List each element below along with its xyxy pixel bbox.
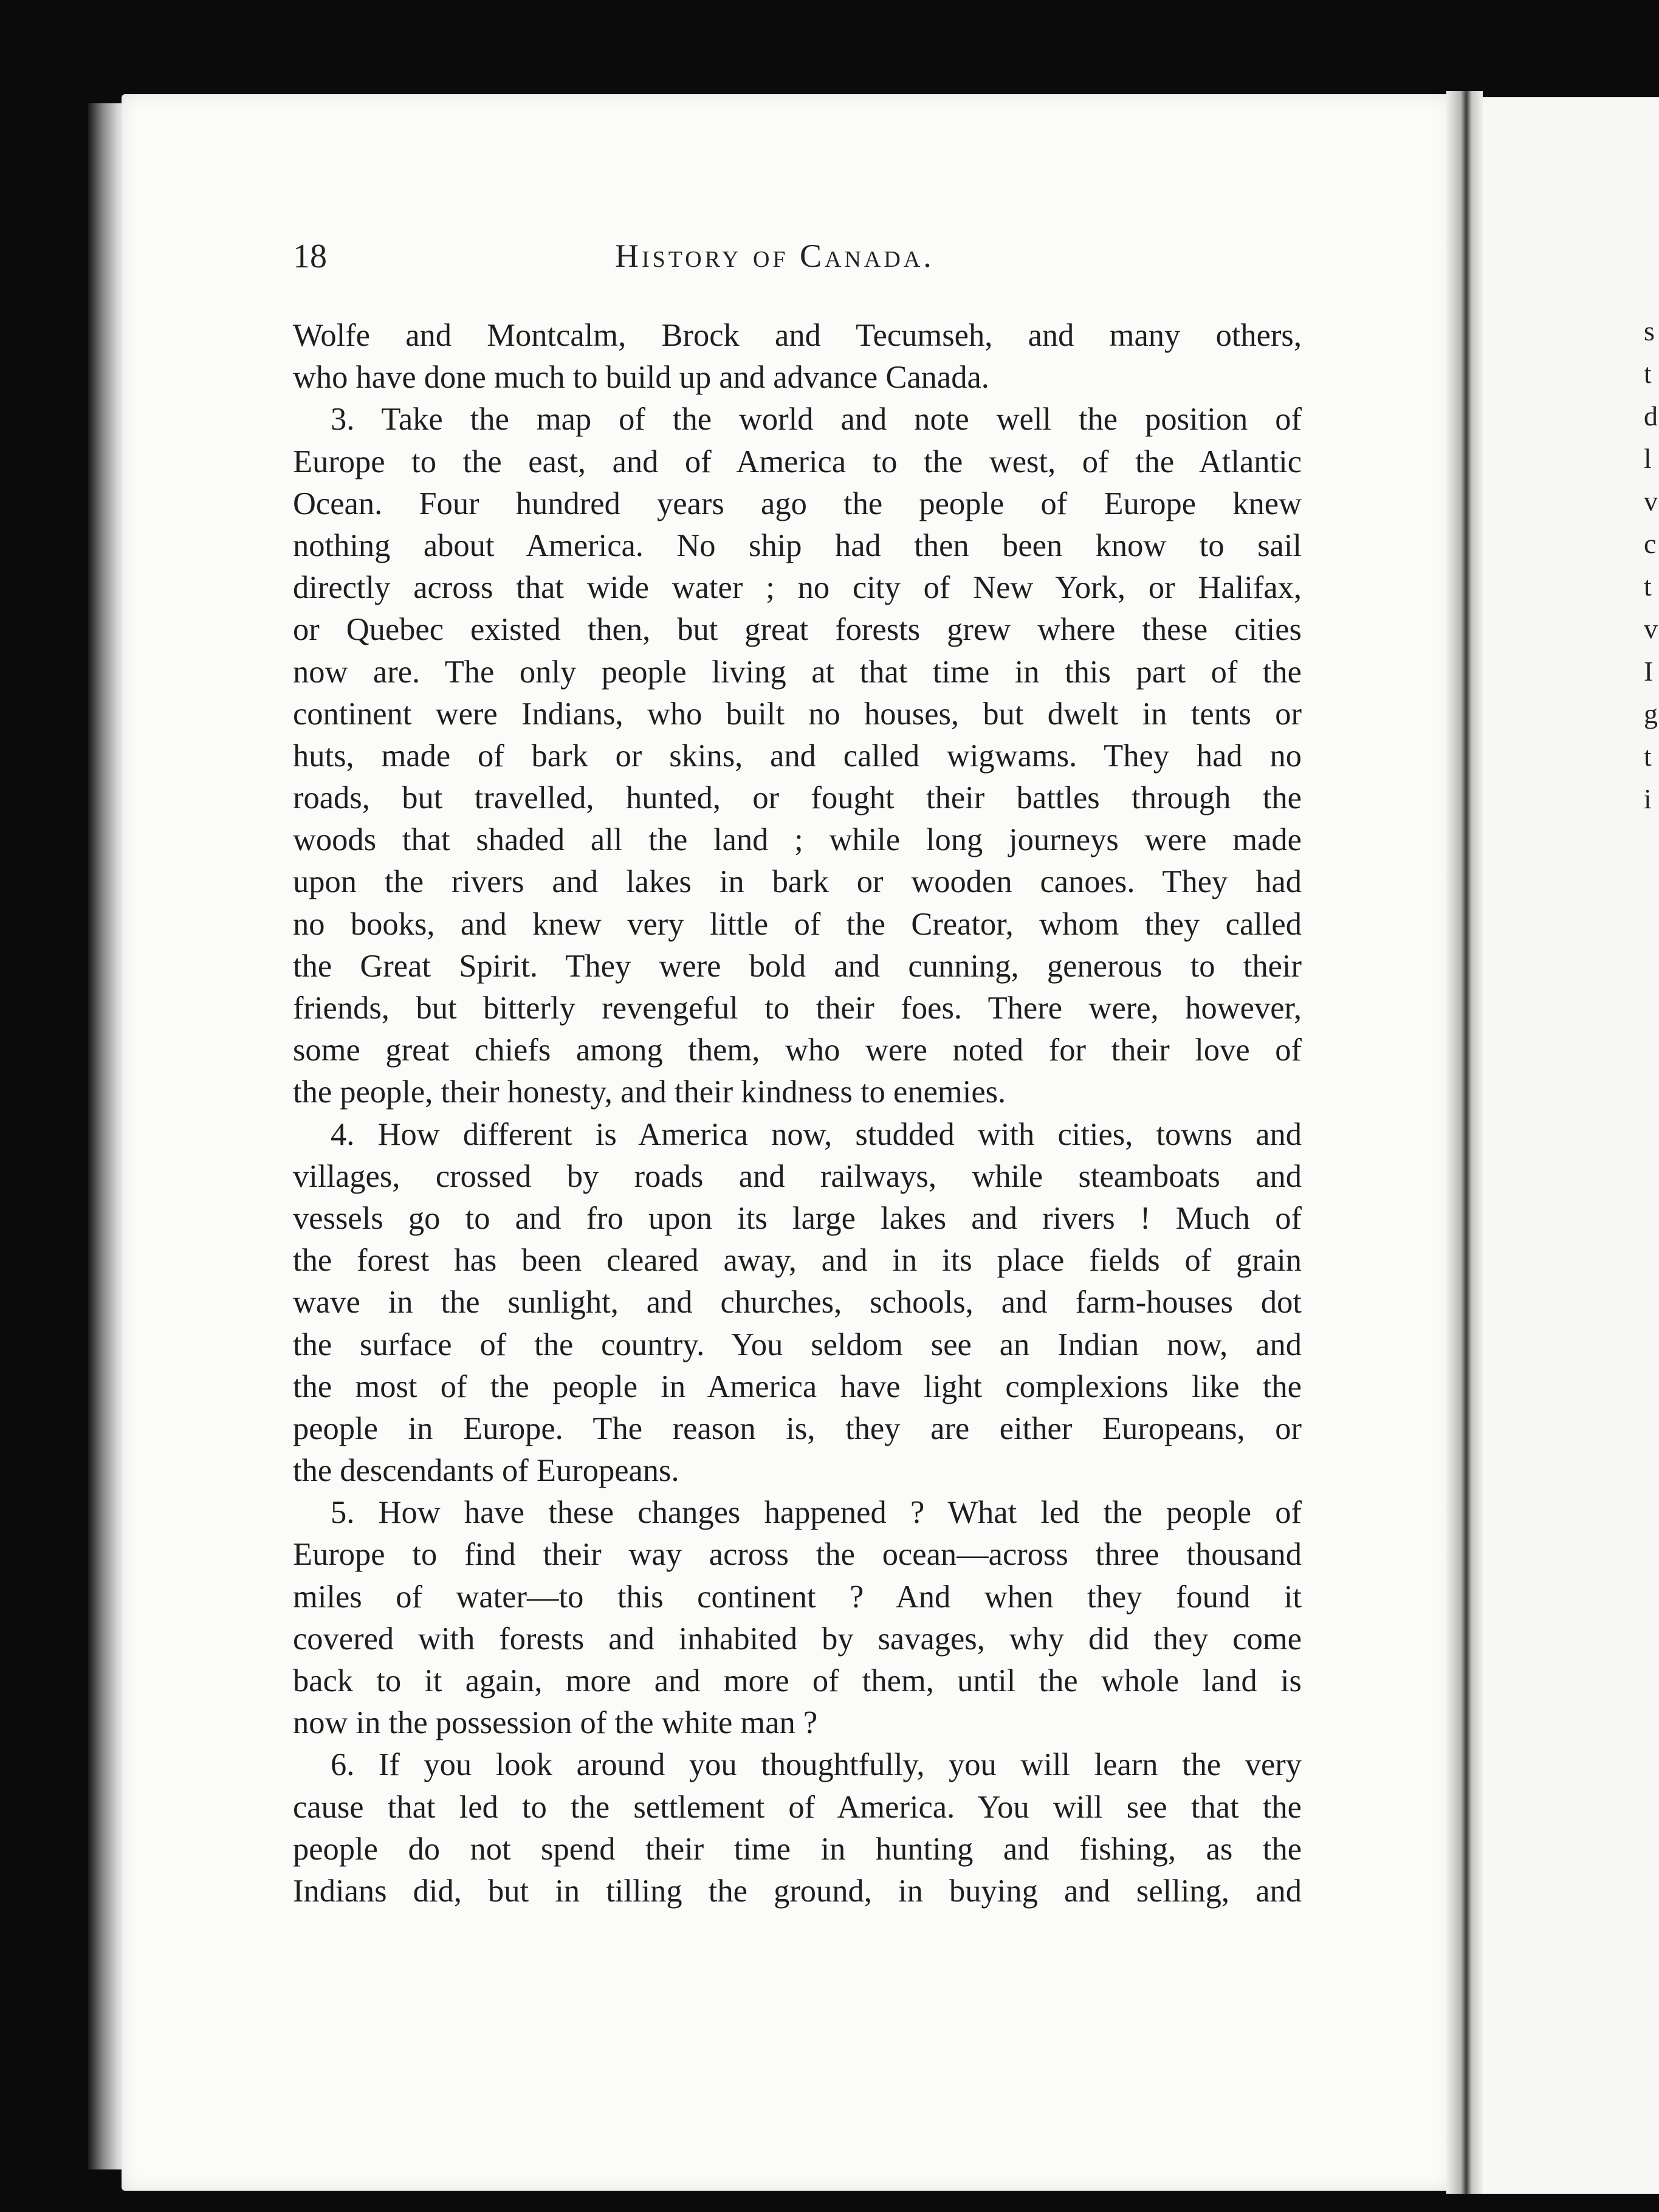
text-line: people in Europe. The reason is, they are either Europeans, or [293,1410,1302,1446]
text-line: 6. If you look around you thoughtfully, you will learn the very [331,1747,1302,1783]
facing-letter: s [1644,315,1655,346]
text-line: miles of water—to this continent ? And when they found it [293,1579,1302,1615]
text-line: continent were Indians, who built no houses, but dwelt in tents or [293,696,1302,732]
facing-letter: v [1644,486,1658,517]
text-line: the forest has been cleared away, and in its place fields of grain [293,1243,1302,1279]
text-line: upon the rivers and lakes in bark or wooden canoes. They had [293,864,1302,900]
body-text [293,315,1302,1912]
facing-letter: t [1644,571,1652,602]
text-line: wave in the sunlight, and churches, schools, and farm-houses dot [293,1285,1302,1321]
facing-letter: g [1644,698,1658,729]
text-line: people do not spend their time in hunting and fishing, as the [293,1831,1302,1867]
facing-letter: I [1644,656,1654,687]
text-line: 5. How have these changes happened ? What led the people of [331,1495,1302,1531]
text-line: now in the possession of the white man ? [293,1705,818,1741]
text-line: now are. The only people living at that time in this part of the [293,654,1302,690]
facing-letter: v [1644,613,1658,644]
facing-letter: d [1644,400,1658,431]
text-line: some great chiefs among them, who were noted for their love of [293,1032,1302,1068]
text-line: the most of the people in America have light complexions like the [293,1369,1302,1404]
text-line: the surface of the country. You seldom see an Indian now, and [293,1327,1302,1362]
text-line: the people, their honesty, and their kindness to enemies. [293,1074,1006,1110]
text-line: roads, but travelled, hunted, or fought their battles through the [293,780,1302,816]
facing-letter: c [1644,528,1657,559]
text-line: back to it again, more and more of them, until the whole land is [293,1663,1302,1698]
text-line: huts, made of bark or skins, and called wigwams. They had no [293,738,1302,774]
text-line: covered with forests and inhabited by savages, why did they come [293,1621,1302,1657]
running-title: History of Canada. [615,238,935,274]
text-line: the Great Spirit. They were bold and cunning, generous to their [293,948,1302,984]
facing-letter: l [1644,443,1652,474]
text-line: no books, and knew very little of the Creator, whom they called [293,906,1302,942]
text-line: vessels go to and fro upon its large lakes and rivers ! Much of [293,1200,1302,1236]
text-line: Indians did, but in tilling the ground, in buying and selling, and [293,1873,1302,1909]
text-line: Ocean. Four hundred years ago the people of Europe knew [293,486,1302,521]
text-line: Europe to the east, and of America to the west, of the Atlantic [293,444,1302,479]
facing-page-text [1644,310,1658,820]
text-line: nothing about America. No ship had then been know to sail [293,527,1302,563]
book-gutter [1446,91,1483,2194]
text-line: who have done much to build up and advance Canada. [293,360,989,396]
facing-letter: t [1644,741,1652,772]
facing-page [1483,97,1659,2194]
text-line: 4. How different is America now, studded with cities, towns and [331,1116,1302,1152]
text-line: Europe to find their way across the ocean—across three thousand [293,1537,1302,1573]
facing-letter: t [1644,358,1652,389]
text-line: woods that shaded all the land ; while long journeys were made [293,822,1302,858]
text-line: directly across that wide water ; no city of New York, or Halifax, [293,570,1302,606]
text-line: cause that led to the settlement of America. You will see that the [293,1789,1302,1825]
text-line: villages, crossed by roads and railways, while steamboats and [293,1158,1302,1194]
text-line: the descendants of Europeans. [293,1453,679,1489]
page-header [293,237,1302,280]
text-line: Wolfe and Montcalm, Brock and Tecumseh, and many others, [293,318,1302,353]
text-line: friends, but bitterly revengeful to their foes. There were, however, [293,991,1302,1026]
facing-letter: i [1644,783,1652,814]
text-line: or Quebec existed then, but great forests grew where these cities [293,612,1302,648]
text-line: 3. Take the map of the world and note well the position of [331,402,1302,438]
page-number: 18 [293,238,327,275]
